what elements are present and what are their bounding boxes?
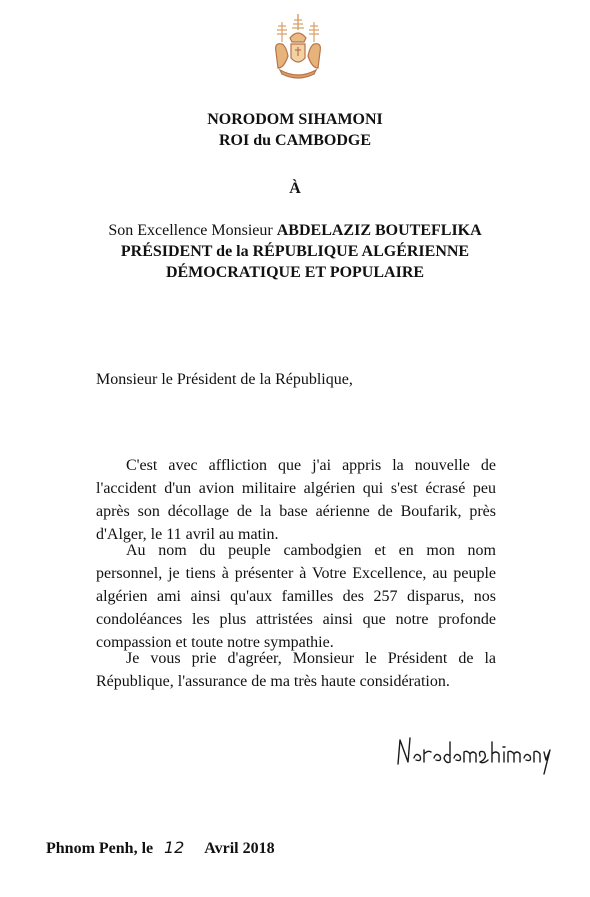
salutation: Monsieur le Président de la République, bbox=[96, 371, 353, 388]
sender-block bbox=[0, 110, 590, 152]
recipient-block bbox=[0, 221, 590, 284]
body-paragraph-1: C'est avec affliction que j'ai appris la nouvelle de l'accident d'un avion militaire algérien qui s'est écrasé peu après son décollage de la base aérienne de Boufarik, près d'Alger, le 11 avril au matin. bbox=[96, 457, 496, 543]
dateline-day: 12 bbox=[163, 838, 185, 857]
recipient-honorific: Son Excellence Monsieur bbox=[108, 222, 277, 239]
recipient-line-2: PRÉSIDENT de la RÉPUBLIQUE ALGÉRIENNE bbox=[120, 243, 470, 260]
dateline-month-year: Avril 2018 bbox=[204, 840, 275, 857]
dateline bbox=[46, 838, 275, 858]
recipient-line-3: DÉMOCRATIQUE ET POPULAIRE bbox=[165, 264, 425, 281]
recipient-line-1 bbox=[0, 221, 590, 242]
recipient-name: ABDELAZIZ BOUTEFLIKA bbox=[276, 222, 482, 239]
body-paragraph-2: Au nom du peuple cambodgien et en mon nom personnel, je tiens à présenter à Votre Excellence, au peuple algérien ami ainsi qu'aux familles des 257 disparus, nos condoléances les plus attristées ainsi que notre profonde compassion et toute notre sympathie. bbox=[96, 542, 496, 651]
handwritten-signature-icon bbox=[394, 728, 554, 776]
royal-coat-of-arms-icon bbox=[268, 12, 328, 82]
sender-name: NORODOM SIHAMONI bbox=[207, 111, 383, 128]
sender-title: ROI du CAMBODGE bbox=[218, 132, 372, 149]
addressee-marker: À bbox=[289, 180, 301, 197]
body-paragraph-3: Je vous prie d'agréer, Monsieur le Président de la République, l'assurance de ma très haute considération. bbox=[96, 650, 496, 690]
dateline-place: Phnom Penh, le bbox=[46, 840, 154, 857]
